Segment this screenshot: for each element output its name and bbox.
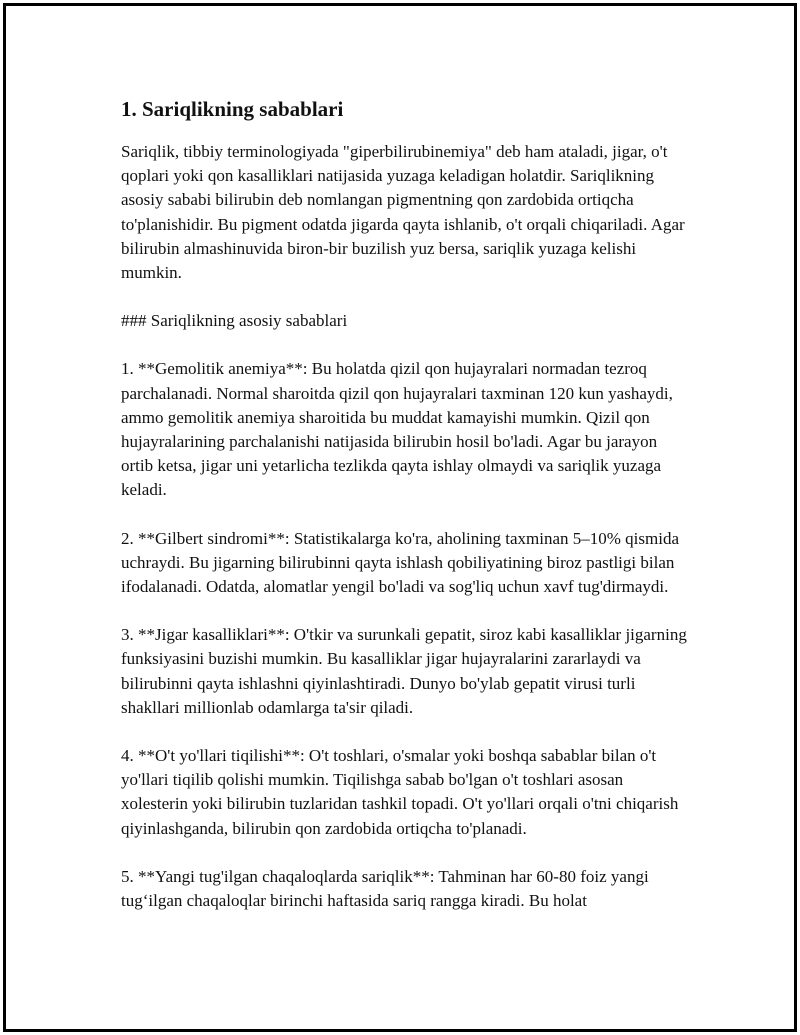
page-frame <box>3 3 797 1032</box>
cause-paragraph-2: 2. **Gilbert sindromi**: Statistikalarga ko'ra, aholining taxminan 5–10% qismida uchraydi. Bu jigarning bilirubinni qayta ishlash qobiliyatining biroz pastligi bilan ifodalanadi. Odatda, alomatlar yengil bo'ladi va sog'liq uchun xavf tug'dirmaydi. <box>121 528 680 597</box>
subheading-paragraph: ### Sariqlikning asosiy sabablari <box>121 311 348 331</box>
section-title: 1. Sariqlikning sabablari <box>121 97 344 121</box>
document-body <box>121 96 691 937</box>
cause-paragraph-1: 1. **Gemolitik anemiya**: Bu holatda qizil qon hujayralari normadan tezroq parchalanadi. Normal sharoitda qizil qon hujayralari taxminan 120 kun yashaydi, ammo gemolitik anemiya sharoitida bu muddat kamayishi mumkin. Qizil qon hujayralarining parchalanishi natijasida bilirubin hosil bo'ladi. Agar bu jarayon ortib ketsa, jigar uni yetarlicha tezlikda qayta ishlay olmaydi va sariqlik yuzaga keladi. <box>121 359 673 500</box>
cause-paragraph-4: 4. **O't yo'llari tiqilishi**: O't toshlari, o'smalar yoki boshqa sabablar bilan o't yo'llari tiqilib qolishi mumkin. Tiqilishga sabab bo'lgan o't toshlari asosan xolesterin yoki bilirubin tuzlaridan tashkil topadi. O't yo'llari orqali o'tni chiqarish qiyinlashganda, bilirubin qon zardobida ortiqcha to'planadi. <box>121 746 679 838</box>
intro-paragraph: Sariqlik, tibbiy terminologiyada "giperbilirubinemiya" deb ham ataladi, jigar, o't qoplari yoki qon kasalliklari natijasida yuzaga keladigan holatdir. Sariqlikning asosiy sababi bilirubin deb nomlangan pigmentning qon zardobida ortiqcha to'planishidir. Bu pigment odatda jigarda qayta ishlanib, o't orqali chiqariladi. Agar bilirubin almashinuvida biron-bir buzilish yuz bersa, sariqlik yuzaga kelishi mumkin. <box>121 142 685 283</box>
cause-paragraph-3: 3. **Jigar kasalliklari**: O'tkir va surunkali gepatit, siroz kabi kasalliklar jigarning funksiyasini buzishi mumkin. Bu kasalliklar jigar hujayralarini zararlaydi va bilirubinni qayta ishlashni qiyinlashtiradi. Dunyo bo'ylab gepatit virusi turli shakllari millionlab odamlarga ta'sir qiladi. <box>121 625 687 717</box>
cause-paragraph-5: 5. **Yangi tug'ilgan chaqaloqlarda sariqlik**: Tahminan har 60-80 foiz yangi tug‘ilgan chaqaloqlar birinchi haftasida sariq rangga kiradi. Bu holat <box>121 866 649 911</box>
